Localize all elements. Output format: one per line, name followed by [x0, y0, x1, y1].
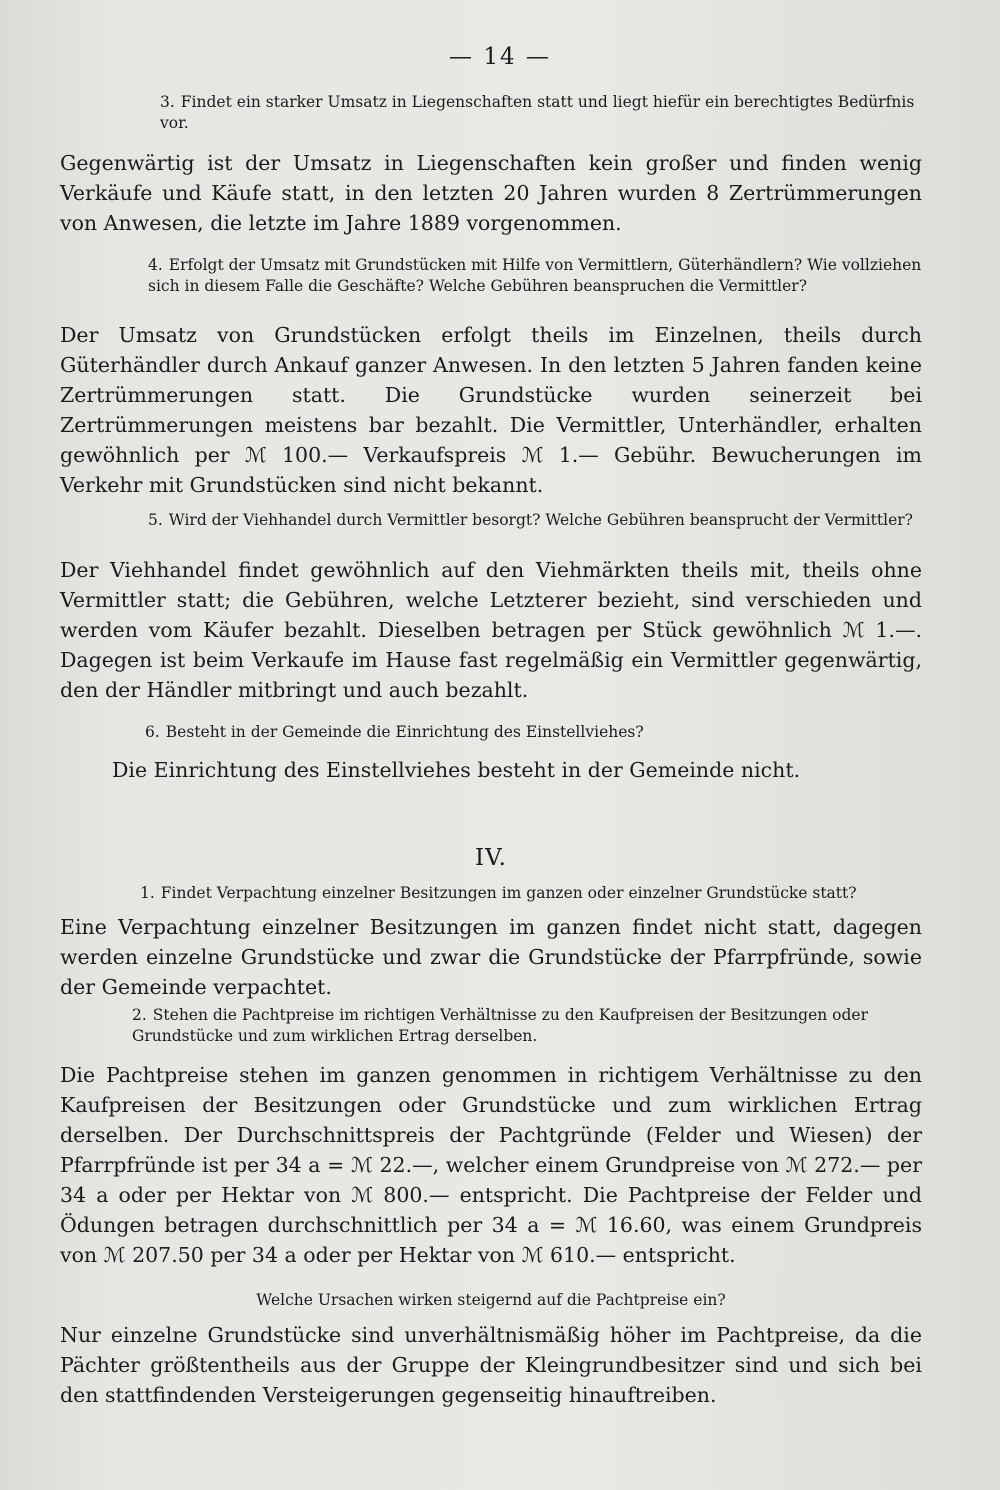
- question-number: 1.: [140, 884, 155, 902]
- answer-iv-1: Eine Verpachtung einzelner Besitzungen im ganzen findet nicht statt, dagegen werden einzelne Grundstücke und zwar die Grundstücke der Pfarrpfründe, sowie der Gemeinde verpachtet.: [60, 915, 922, 999]
- question-iv-1: [140, 883, 922, 904]
- page-number: — 14 —: [449, 44, 551, 70]
- question-text: Findet Verpachtung einzelner Besitzungen im ganzen oder einzelner Grundstücke statt?: [160, 884, 857, 902]
- question-text: Wird der Viehhandel durch Vermittler besorgt? Welche Gebühren beansprucht der Vermittler?: [168, 511, 913, 529]
- section-iv-heading: IV.: [475, 845, 507, 871]
- question-number: 6.: [145, 723, 160, 741]
- question-3: [160, 92, 922, 134]
- question-text: Besteht in der Gemeinde die Einrichtung des Einstellviehes?: [165, 723, 644, 741]
- answer-iv-2: Die Pachtpreise stehen im ganzen genommen in richtigem Verhältnisse zu den Kaufpreisen der Besitzungen oder Grundstücke und zum wirklichen Ertrag derselben. Der Durchschnittspreis der Pachtgründe (Felder und Wiesen) der Pfarrpfründe ist per 34 a = ℳ 22.—, welcher einem Grundpreise von ℳ 272.— per 34 a oder per Hektar von ℳ 800.— entspricht. Die Pachtpreise der Felder und Ödungen betragen durchschnittlich per 34 a = ℳ 16.60, was einem Grundpreis von ℳ 207.50 per 34 a oder per Hektar von ℳ 610.— entspricht.: [60, 1063, 922, 1267]
- question-text: Findet ein starker Umsatz in Liegenschaften statt und liegt hiefür ein berechtigtes Bedürfnis vor.: [160, 93, 915, 132]
- answer-5: Der Viehhandel findet gewöhnlich auf den Viehmärkten theils mit, theils ohne Vermittler statt; die Gebühren, welche Letzterer bezieht, sind verschieden und werden vom Käufer bezahlt. Dieselben betragen per Stück gewöhnlich ℳ 1.—. Dagegen ist beim Verkaufe im Hause fast regelmäßig ein Vermittler gegenwärtig, den der Händler mitbringt und auch bezahlt.: [60, 558, 922, 702]
- answer-6: Die Einrichtung des Einstellviehes besteht in der Gemeinde nicht.: [112, 758, 801, 782]
- question-number: 3.: [160, 93, 175, 111]
- question-number: 5.: [148, 511, 163, 529]
- answer-4: Der Umsatz von Grundstücken erfolgt theils im Einzelnen, theils durch Güterhändler durch Ankauf ganzer Anwesen. In den letzten 5 Jahren fanden keine Zertrümmerungen statt. Die Grundstücke wurden seinerzeit bei Zertrümmerungen meistens bar bezahlt. Die Vermittler, Unterhändler, erhalten gewöhnlich per ℳ 100.— Verkaufspreis ℳ 1.— Gebühr. Bewucherungen im Verkehr mit Grundstücken sind nicht bekannt.: [60, 323, 922, 497]
- question-6: [145, 722, 922, 743]
- question-4: [148, 255, 922, 297]
- answer-3: Gegenwärtig ist der Umsatz in Liegenschaften kein großer und finden wenig Verkäufe und Käufe statt, in den letzten 20 Jahren wurden 8 Zertrümmerungen von Anwesen, die letzte im Jahre 1889 vorgenommen.: [60, 151, 922, 235]
- question-number: 2.: [132, 1006, 147, 1024]
- question-text: Welche Ursachen wirken steigernd auf die Pachtpreise ein?: [256, 1291, 726, 1309]
- question-iv-2: [132, 1005, 922, 1047]
- question-iv-2-sub: [60, 1290, 922, 1311]
- question-number: 4.: [148, 256, 163, 274]
- question-text: Stehen die Pachtpreise im richtigen Verhältnisse zu den Kaufpreisen der Besitzungen oder Grundstücke und zum wirklichen Ertrag derselben.: [132, 1006, 868, 1045]
- answer-iv-2-sub: Nur einzelne Grundstücke sind unverhältnismäßig höher im Pachtpreise, da die Pächter größtentheils aus der Gruppe der Kleingrundbesitzer sind und sich bei den stattfindenden Versteigerungen gegenseitig hinauftreiben.: [60, 1323, 922, 1407]
- question-text: Erfolgt der Umsatz mit Grundstücken mit Hilfe von Vermittlern, Güterhändlern? Wie vollziehen sich in diesem Falle die Geschäfte? Welche Gebühren beanspruchen die Vermittler?: [148, 256, 922, 295]
- question-5: [148, 510, 922, 531]
